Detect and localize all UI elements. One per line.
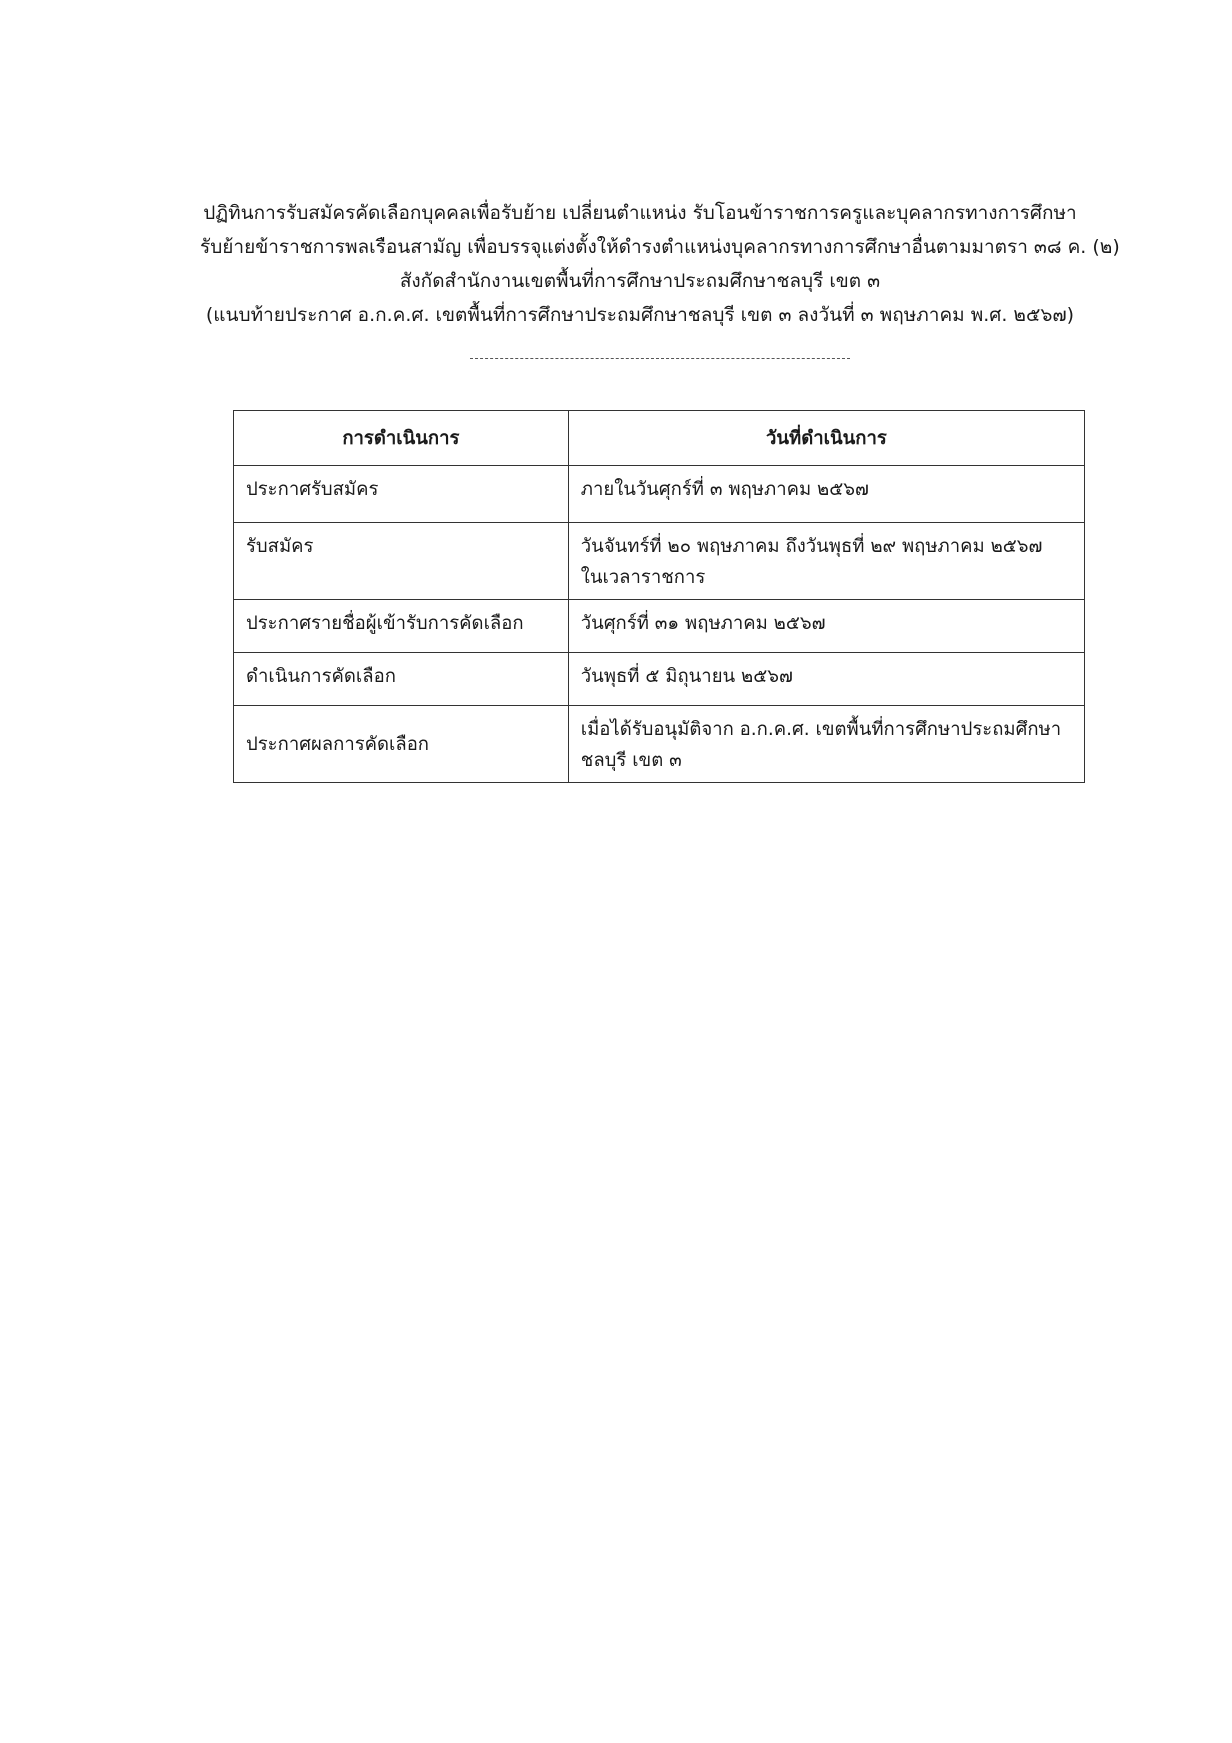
date-line: วันศุกร์ที่ ๓๑ พฤษภาคม ๒๕๖๗ — [580, 613, 826, 634]
date-line: วันจันทร์ที่ ๒๐ พฤษภาคม ถึงวันพุธที่ ๒๙ พฤษภาคม ๒๕๖๗ — [580, 536, 1043, 557]
heading-line-4: (แนบท้ายประกาศ อ.ก.ค.ศ. เขตพื้นที่การศึกษาประถมศึกษาชลบุรี เขต ๓ ลงวันที่ ๓ พฤษภาคม พ.ศ. ๒๕๖๗) — [205, 304, 1075, 326]
heading-line-1: ปฏิทินการรับสมัครคัดเลือกบุคคลเพื่อรับย้าย เปลี่ยนตำแหน่ง รับโอนข้าราชการครูและบุคลากรทางการศึกษา — [203, 202, 1077, 224]
heading-line-3: สังกัดสำนักงานเขตพื้นที่การศึกษาประถมศึกษาชลบุรี เขต ๓ — [399, 270, 881, 292]
table-row — [234, 466, 1085, 523]
date-cell — [568, 600, 1084, 653]
task-cell: ประกาศรายชื่อผู้เข้ารับการคัดเลือก — [234, 600, 569, 653]
date-cell — [568, 653, 1084, 706]
table-row — [234, 653, 1085, 706]
table-row — [234, 706, 1085, 783]
task-cell: ดำเนินการคัดเลือก — [234, 653, 569, 706]
heading-line-2: รับย้ายข้าราชการพลเรือนสามัญ เพื่อบรรจุแต่งตั้งให้ดำรงตำแหน่งบุคลากรทางการศึกษาอื่นตามมาตรา ๓๘ ค. (๒) — [200, 236, 1120, 258]
task-cell: รับสมัคร — [234, 523, 569, 600]
date-line: ภายในวันศุกร์ที่ ๓ พฤษภาคม ๒๕๖๗ — [580, 479, 869, 500]
header-task: การดำเนินการ — [234, 411, 569, 466]
task-cell: ประกาศผลการคัดเลือก — [234, 706, 569, 783]
date-line: ชลบุรี เขต ๓ — [580, 750, 682, 771]
date-cell — [568, 523, 1084, 600]
date-line: เมื่อได้รับอนุมัติจาก อ.ก.ค.ศ. เขตพื้นที่การศึกษาประถมศึกษา — [580, 719, 1062, 740]
date-cell — [568, 466, 1084, 523]
date-cell — [568, 706, 1084, 783]
date-line: ในเวลาราชการ — [580, 567, 706, 588]
table-header-row — [234, 411, 1085, 466]
table-row — [234, 600, 1085, 653]
task-cell: ประกาศรับสมัคร — [234, 466, 569, 523]
header-date: วันที่ดำเนินการ — [568, 411, 1084, 466]
schedule-table — [233, 410, 1085, 783]
document-heading — [200, 196, 1120, 332]
table-row — [234, 523, 1085, 600]
date-line: วันพุธที่ ๕ มิถุนายน ๒๕๖๗ — [580, 666, 793, 687]
heading-divider — [470, 358, 850, 359]
